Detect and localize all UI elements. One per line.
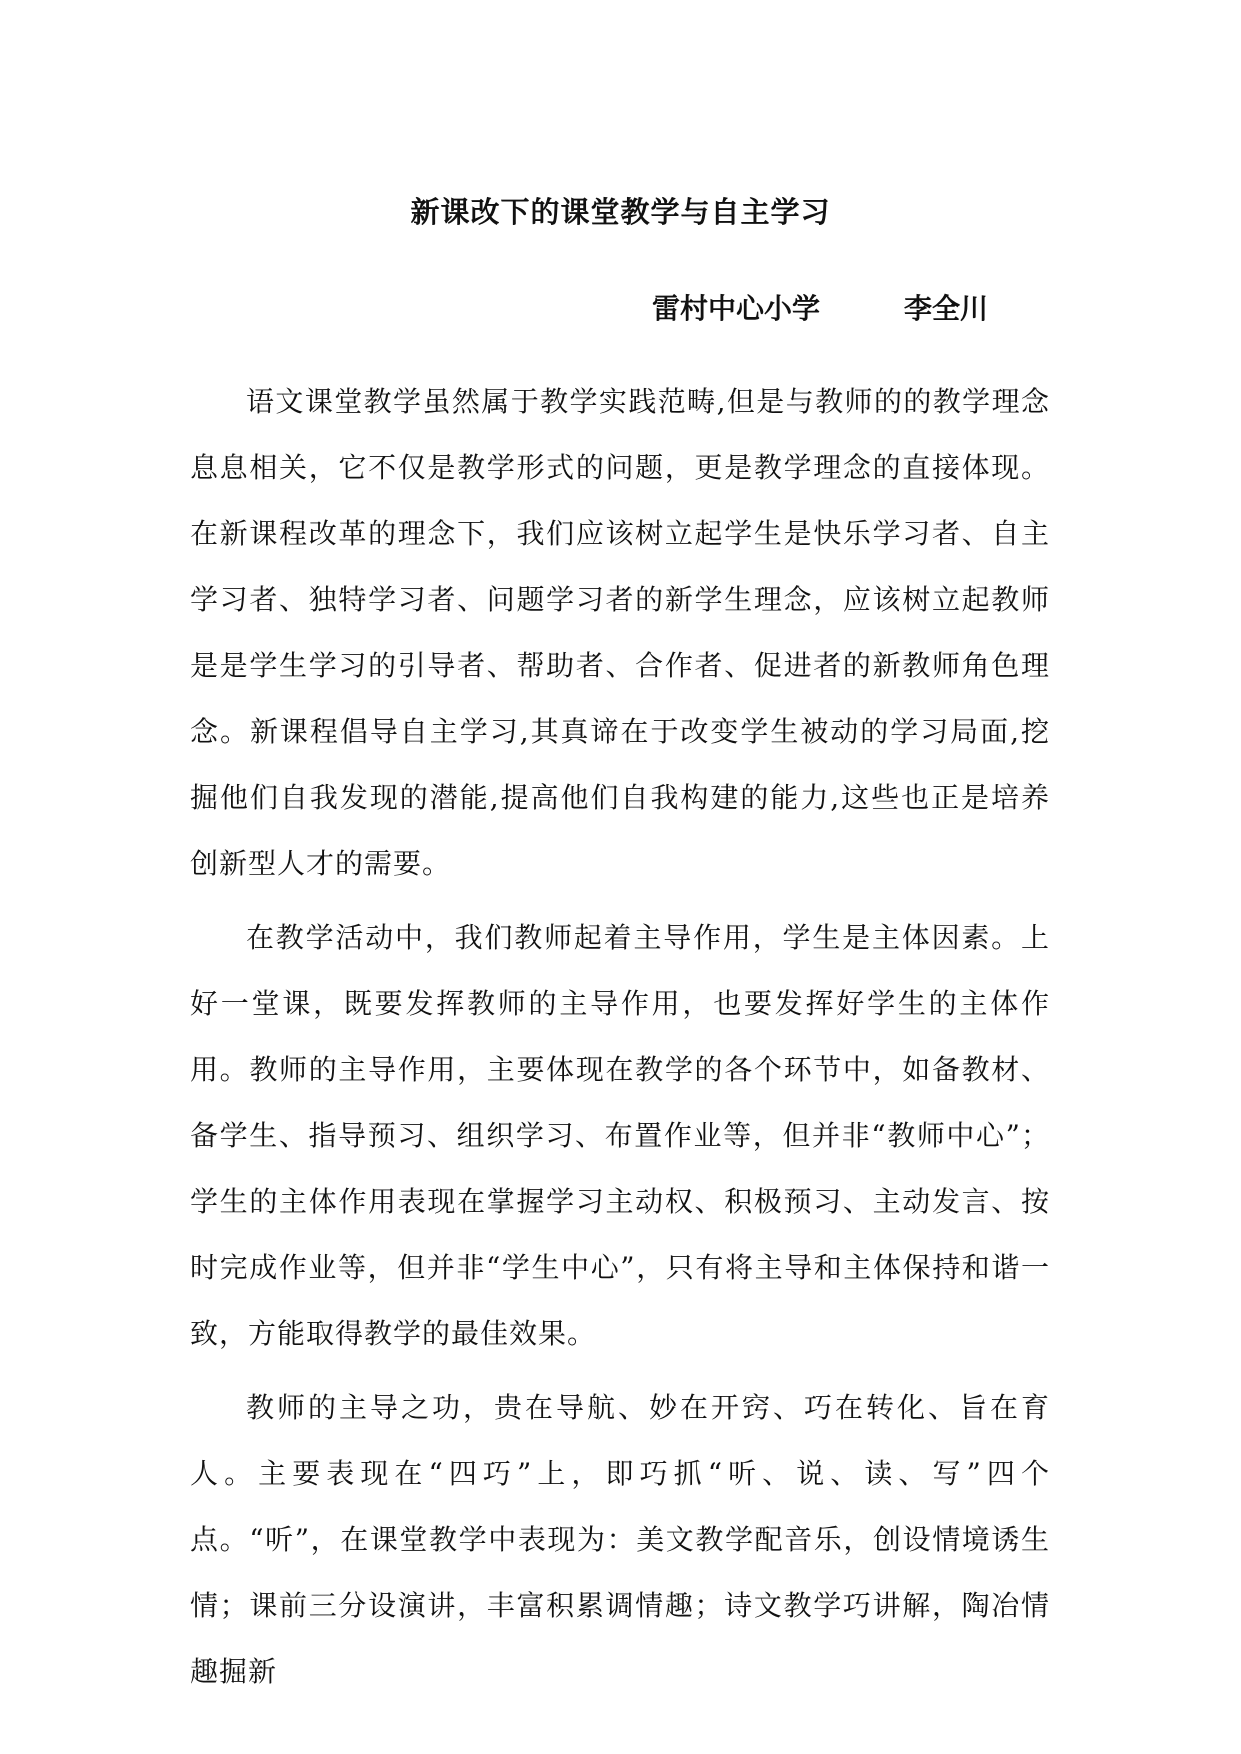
- paragraph: 语文课堂教学虽然属于教学实践范畴,但是与教师的的教学理念息息相关，它不仅是教学形式的问题，更是教学理念的直接体现。在新课程改革的理念下，我们应该树立起学生是快乐学习者、自主学习者、独特学习者、问题学习者的新学生理念，应该树立起教师是是学生学习的引导者、帮助者、合作者、促进者的新教师角色理念。新课程倡导自主学习,其真谛在于改变学生被动的学习局面,挖掘他们自我发现的潜能,提高他们自我构建的能力,这些也正是培养创新型人才的需要。: [190, 385, 1050, 880]
- document-title: 新课改下的课堂教学与自主学习: [410, 195, 831, 229]
- school-name: 雷村中心小学: [652, 292, 821, 325]
- document-body: [190, 369, 1050, 1705]
- paragraph: 教师的主导之功，贵在导航、妙在开窍、巧在转化、旨在育人。主要表现在“四巧”上，即巧抓“听、说、读、写”四个点。“听”，在课堂教学中表现为：美文教学配音乐，创设情境诱生情；课前三分设演讲，丰富积累调情趣；诗文教学巧讲解，陶冶情趣掘新: [190, 1391, 1050, 1688]
- author-name: 李全川: [904, 292, 989, 325]
- byline: [652, 289, 988, 329]
- paragraph: 在教学活动中，我们教师起着主导作用，学生是主体因素。上好一堂课，既要发挥教师的主导作用，也要发挥好学生的主体作用。教师的主导作用，主要体现在教学的各个环节中，如备教材、备学生、指导预习、组织学习、布置作业等，但并非“教师中心”；学生的主体作用表现在掌握学习主动权、积极预习、主动发言、按时完成作业等，但并非“学生中心”，只有将主导和主体保持和谐一致，方能取得教学的最佳效果。: [190, 921, 1050, 1350]
